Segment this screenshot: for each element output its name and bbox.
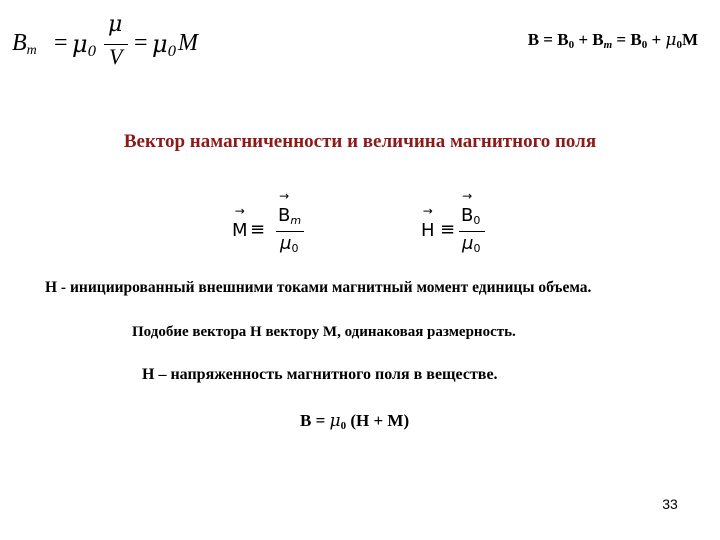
formula-text: +	[647, 30, 666, 49]
formula-symbol: B	[12, 30, 27, 56]
formula-bm	[12, 12, 212, 69]
vector-b-symbol: → B	[461, 205, 473, 226]
formula-subscript: 0	[473, 242, 481, 255]
formula-text: M	[681, 30, 698, 49]
text-field-strength: H – напряженность магнитного поля в веществе.	[142, 366, 498, 383]
formula-text: (H + M)	[346, 411, 410, 430]
vector-b-symbol: → B	[278, 205, 290, 226]
formula-subscript: m	[603, 39, 613, 51]
mu-symbol: μ	[280, 233, 292, 254]
formula-text: B =	[300, 411, 330, 430]
mu-symbol: μ	[152, 30, 168, 58]
formula-subscript: 0	[676, 39, 682, 51]
mu-symbol: μ	[462, 233, 474, 254]
equiv-sign: ≡	[250, 219, 266, 240]
formula-text: + B	[574, 30, 604, 49]
equals-sign: =	[54, 30, 68, 56]
formula-b-h-m	[300, 411, 409, 432]
formula-h-definition	[421, 198, 511, 258]
formula-subscript: 0	[568, 39, 575, 51]
page-number: 33	[662, 496, 678, 512]
formula-m-definition	[232, 198, 322, 258]
formula-subscript: 0	[291, 242, 299, 255]
equiv-sign: ≡	[440, 219, 456, 240]
formula-subscript: 0	[641, 39, 648, 51]
fraction-line	[276, 231, 304, 232]
equals-sign: =	[134, 30, 148, 56]
fraction-line	[459, 231, 485, 232]
fraction-numerator: μ	[108, 12, 123, 37]
fraction-denominator: V	[109, 44, 123, 69]
formula-text: = B	[612, 30, 642, 49]
formula-symbol: M	[178, 30, 198, 56]
text-h-definition: H - инициированный внешними токами магнитный момент единицы объема.	[45, 279, 592, 296]
formula-subscript: 0	[167, 44, 177, 60]
slide-heading: Вектор намагниченности и величина магнитного поля	[123, 131, 597, 152]
vector-m-symbol: → M	[232, 220, 248, 241]
text-similarity: Подобие вектора H вектору M, одинаковая размерность.	[132, 324, 516, 340]
formula-subscript: m	[26, 43, 37, 58]
mu-symbol: μ	[72, 30, 88, 58]
formula-subscript: 0	[340, 420, 347, 432]
mu-symbol: μ	[329, 411, 341, 431]
mu-symbol: μ	[665, 30, 677, 50]
formula-text: B = B	[527, 30, 569, 49]
formula-subscript: 0	[473, 214, 481, 227]
formula-b-sum	[528, 30, 698, 51]
formula-subscript: 0	[87, 44, 97, 60]
formula-subscript: m	[290, 214, 302, 227]
vector-h-symbol: → H	[421, 220, 435, 241]
